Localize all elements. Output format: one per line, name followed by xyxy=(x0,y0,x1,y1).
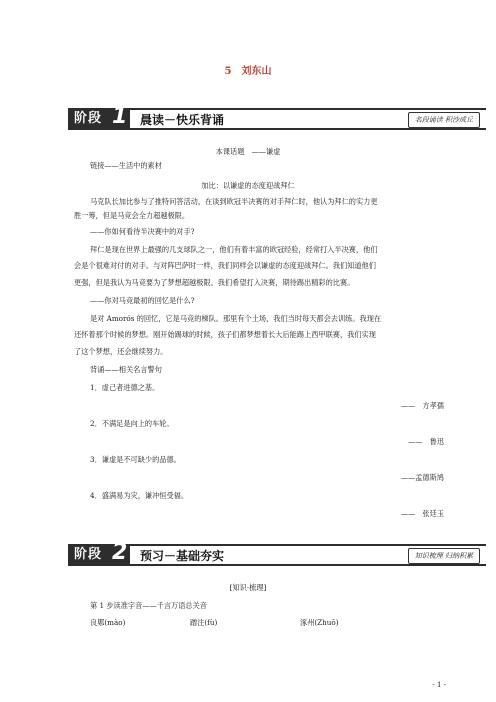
pinyin-2: 蹭注(fù) xyxy=(190,618,218,627)
quote-4-author: —— 张廷玉 xyxy=(400,509,444,518)
section-label-box xyxy=(68,104,130,130)
section-heading: 预习－基础夯实 xyxy=(140,549,225,563)
step-1: 第 1 步读准字音——千言万语总关音 xyxy=(90,601,207,610)
pinyin-3: 涿州(Zhuō) xyxy=(300,618,339,627)
para1-line2: 胜一筹，但是马竞会全力超越极限。 xyxy=(74,211,190,220)
section-banner-2 xyxy=(68,540,486,566)
pinyin-1: 良鄚(mào) xyxy=(90,618,126,627)
para3-line3: 了这个梦想，还会继续努力。 xyxy=(74,347,168,356)
quotes-label: 背诵——相关名言警句 xyxy=(90,365,162,374)
quote-3-author: ——孟德斯鸠 xyxy=(400,473,444,482)
knowledge-label: [知识·梳理] xyxy=(229,583,267,592)
para2-line1: 拜仁是现在世界上最强的几支球队之一，他们有着丰富的欧冠经验，经常打入半决赛，他们 xyxy=(90,245,378,254)
quote-1-author: —— 方孝孺 xyxy=(400,401,444,410)
para3-line1: 是对 Amorós 的回忆，它是马竞的梯队。那里有个土场，我们当时每天都会去训练。我现在 xyxy=(90,314,382,323)
para3-line2: 还怀着那个时候的梦想。刚开始踢球的时候，孩子们都梦想着长大后能踢上西甲联赛，我们实现 xyxy=(74,330,376,339)
quote-2: 2．不满足是向上的车轮。 xyxy=(90,419,174,428)
section-label: 阶段 xyxy=(74,111,103,126)
section-tag: 名段诵读 积沙成丘 xyxy=(408,112,480,128)
section-tag: 知识梳理 归纳积累 xyxy=(408,548,480,564)
section-banner-1 xyxy=(68,104,486,130)
section-label-box xyxy=(68,540,130,566)
para2-line3: 更强，但是我认为马竞要为了梦想超越极限。我们希望打入决赛，期待踢出精彩的比赛。 xyxy=(74,278,355,287)
subtitle: 加比：以谦虚的态度迎战拜仁 xyxy=(201,181,295,190)
quote-1: 1．虚己者进德之基。 xyxy=(90,383,160,392)
section-heading: 晨读－快乐背诵 xyxy=(140,113,225,127)
section-number: 2 xyxy=(112,540,128,565)
question-1: ——你如何看待半决赛中的对手? xyxy=(90,227,195,236)
quote-2-author: —— 鲁迅 xyxy=(408,437,444,446)
para2-line2: 会是个很难对付的对手。与对阵巴萨时一样，我们同样会以谦虚的态度迎战拜仁。我们知道他们 xyxy=(74,261,376,270)
section-label: 阶段 xyxy=(74,547,103,562)
question-2: ——你对马竞最初的回忆是什么? xyxy=(90,296,195,305)
topic-line: 本课话题 ——谦虚 xyxy=(215,147,281,156)
section-number: 1 xyxy=(112,104,128,129)
document-title: 5 刘东山 xyxy=(224,66,272,77)
link-label: 链接——生活中的素材 xyxy=(90,161,162,170)
para1-line1: 马克队长加比参与了推特问答活动，在谈到欧冠半决赛的对手拜仁时，他认为拜仁的实力更 xyxy=(90,197,378,206)
page-number: - 1 - xyxy=(432,681,446,689)
quote-4: 4．盛满易为灾，谦冲恒受福。 xyxy=(90,491,189,500)
quote-3: 3．谦虚是不可缺少的品德。 xyxy=(90,455,181,464)
